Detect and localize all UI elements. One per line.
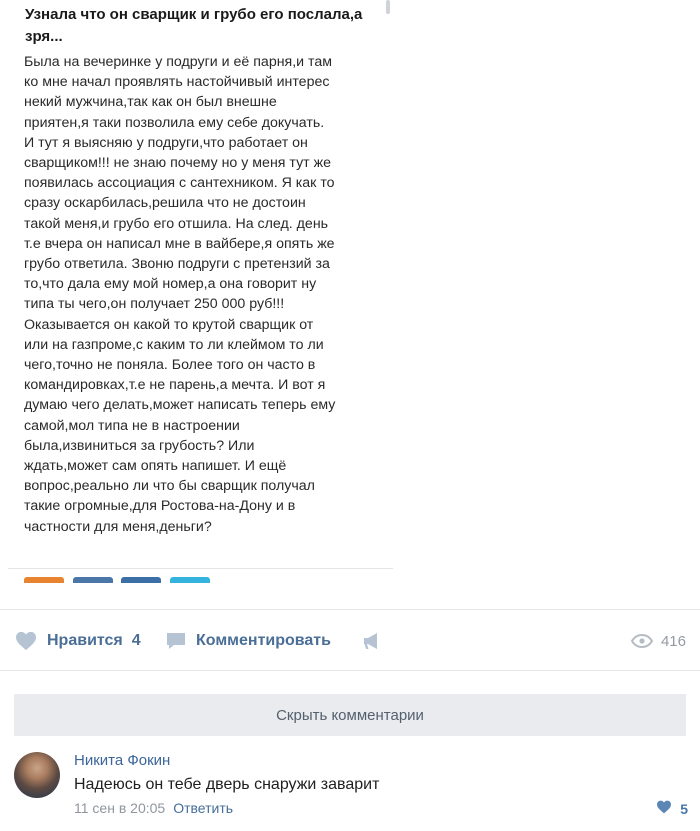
post-body: Была на вечеринке у подруги и её парня,и там ко мне начал проявлять настойчивый интерес некий мужчина,так как он был внешне приятен,я таки позволила ему себе докучать. И тут я выясняю у подруги,что работает он сварщиком!!! не знаю почему но у меня тут же появилась ассоциация с сантехником. Я как то сразу оскарбилась,решила что не достоин такой меня,и грубо его отшила. На след. день т.е вчера он написал мне в вайбере,я опять же грубо ответила. Звоню подруги с претензий за то,что дала ему мой номер,а она говорит ну типа ты чего,он получает 250 000 руб!!! Оказывается он какой то крутой сварщик от или на газпроме,с каким то ли клеймом то ли чего,точно не поняла. Более того он часто в командировках,т.е не парень,а мечта. И вот я думаю чего делать,может написать теперь ему самой,мол типа не в настроении была,извиниться за грубость? Или ждать,может сам опять напишет. И ещё вопрос,реально ли что бы сварщик получал такие огромные,для Ростова-на-Дону и в частности для меня,деньги? — [24, 54, 336, 535]
eye-icon — [631, 634, 653, 648]
comment-text: Надеюсь он тебе дверь снаружи заварит — [74, 776, 380, 793]
comment-icon — [166, 632, 186, 650]
heart-icon — [656, 800, 672, 817]
scrollbar[interactable] — [386, 0, 390, 14]
post-card — [8, 0, 393, 568]
share-button-facebook[interactable] — [121, 577, 161, 583]
megaphone-icon — [362, 631, 382, 651]
views-count: 416 — [660, 632, 686, 650]
comment-author[interactable]: Никита Фокин — [74, 752, 171, 769]
share-button-ok[interactable] — [24, 577, 64, 583]
reply-button[interactable]: Ответить — [173, 800, 234, 816]
comment — [0, 746, 700, 831]
comment-date[interactable]: 11 сен в 20:05 — [74, 800, 166, 816]
comment-label: Комментировать — [196, 632, 331, 649]
share-button[interactable] — [362, 630, 382, 652]
divider — [0, 670, 700, 671]
views-counter — [631, 630, 686, 652]
comment-like-button[interactable] — [656, 800, 688, 817]
like-count: 4 — [131, 632, 141, 649]
post-actions — [0, 610, 700, 670]
card-divider — [8, 568, 393, 569]
comment-like-count: 5 — [680, 800, 688, 817]
comment-meta — [74, 800, 233, 816]
post-title: Узнала что он сварщик и грубо его послала,а зря... — [25, 6, 363, 45]
hide-comments-button[interactable]: Скрыть комментарии — [14, 694, 686, 736]
share-button-twitter[interactable] — [170, 577, 210, 583]
comment-button[interactable] — [166, 630, 331, 652]
like-button[interactable] — [15, 630, 141, 652]
avatar[interactable] — [14, 752, 60, 798]
heart-icon — [15, 631, 37, 651]
like-label: Нравится — [47, 632, 123, 649]
share-button-vk[interactable] — [73, 577, 113, 583]
